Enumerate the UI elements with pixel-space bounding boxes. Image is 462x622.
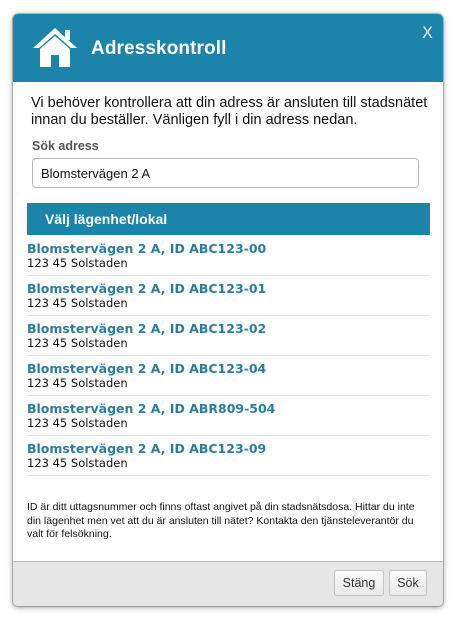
- list-item[interactable]: [27, 276, 430, 316]
- dialog-footer: [13, 561, 443, 606]
- list-item-subtitle: 123 45 Solstaden: [27, 256, 128, 270]
- close-icon[interactable]: X: [422, 23, 433, 42]
- list-item-title[interactable]: Blomstervägen 2 A, ID ABC123-00: [27, 241, 267, 256]
- list-item-subtitle: 123 45 Solstaden: [27, 376, 128, 390]
- close-button[interactable]: Stäng: [334, 570, 384, 596]
- apartment-list-header: Välj lägenhet/lokal: [27, 203, 430, 235]
- list-item[interactable]: [27, 316, 430, 356]
- list-item-subtitle: 123 45 Solstaden: [27, 456, 128, 470]
- dialog-title: Adresskontroll: [91, 38, 227, 59]
- home-icon: [32, 26, 78, 68]
- list-item-title[interactable]: Blomstervägen 2 A, ID ABC123-09: [27, 441, 267, 456]
- address-search-input[interactable]: [32, 158, 419, 188]
- list-item[interactable]: [27, 356, 430, 396]
- list-item-subtitle: 123 45 Solstaden: [27, 296, 128, 310]
- list-item-subtitle: 123 45 Solstaden: [27, 416, 128, 430]
- dialog-header: [13, 14, 443, 82]
- list-item-title[interactable]: Blomstervägen 2 A, ID ABC123-02: [27, 321, 267, 336]
- search-label: Sök adress: [32, 139, 99, 153]
- list-item[interactable]: [27, 396, 430, 436]
- search-button[interactable]: Sök: [389, 570, 427, 596]
- list-item-title[interactable]: Blomstervägen 2 A, ID ABR809-504: [27, 401, 276, 416]
- list-item[interactable]: [27, 236, 430, 276]
- apartment-list: [27, 236, 430, 476]
- list-item-title[interactable]: Blomstervägen 2 A, ID ABC123-01: [27, 281, 267, 296]
- address-check-dialog: [13, 14, 443, 606]
- list-item-title[interactable]: Blomstervägen 2 A, ID ABC123-04: [27, 361, 267, 376]
- list-item[interactable]: [27, 436, 430, 476]
- footnote-text: ID är ditt uttagsnummer och finns oftast angivet på din stadsnätsdosa. Hittar du inte din lägenhet men vet att du är ansluten till nätet? Kontakta den tjänsteleverantör du valt för felsökning.: [27, 501, 415, 540]
- intro-text: Vi behöver kontrollera att din adress är ansluten till stadsnätet innan du beställer. Vänligen fyll i din adress nedan.: [31, 95, 428, 128]
- list-item-subtitle: 123 45 Solstaden: [27, 336, 128, 350]
